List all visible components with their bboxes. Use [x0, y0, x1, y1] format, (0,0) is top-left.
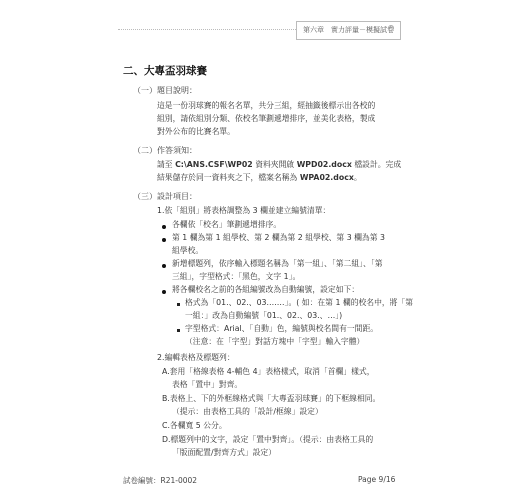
section-heading-instructions: （二）作答須知： [133, 146, 197, 155]
page-title: 二、大專盃羽球賽 [123, 65, 207, 77]
lettered-item: B.表格上、下的外框線格式與「大專盃羽球賽」的下框線相同。 [162, 394, 381, 403]
bullet-icon [162, 264, 166, 268]
paragraph-line: 組別，請依組別分類、依校名筆劃遞增排序，並美化表格，製成 [157, 114, 376, 123]
bullet-line: 將各欄校名之前的各組編號改為自動編號，設定如下： [172, 285, 360, 294]
text: 請至 [157, 160, 176, 169]
bullet-icon [162, 238, 166, 242]
paragraph-line: 對外公布的比賽名單。 [157, 127, 235, 136]
paragraph-line [157, 173, 362, 183]
section-heading-description: （一）題目說明： [133, 86, 197, 95]
bullet-icon [162, 290, 166, 294]
bullet-icon [162, 225, 166, 229]
section-heading-design-items: （三）設計項目： [133, 192, 197, 201]
bullet-line: 新增標題列，依序輸入標題名稱為「第一組」、「第二組」、「第 [172, 259, 383, 268]
text: 。 [353, 173, 362, 182]
sub-bullet-icon [177, 303, 180, 306]
exam-number: 試卷編號：R21-0002 [123, 476, 198, 485]
bullet-line: 三組」，字型格式：「黑色，文字 1」。 [172, 272, 301, 281]
bullet-line: 組學校。 [172, 246, 204, 255]
sub-bullet-line: 格式為「01.、02.、03.……」。( 如：在第 1 欄的校名中，將「第 [185, 298, 414, 307]
lettered-item-line: 「版面配置/對齊方式」設定） [172, 448, 276, 457]
sub-bullet-icon [177, 329, 180, 332]
text: 結果儲存於同一資料夾之下，檔案名稱為 [157, 173, 300, 182]
sub-bullet-line: 一組：」改為自動編號「01.、02.、03.、…」) [185, 311, 343, 320]
source-filename: WPD02.docx [296, 160, 352, 169]
chapter-header: 第六章 實力評量－模擬試卷 [296, 21, 401, 40]
paragraph-line: 這是一份羽球賽的報名名單，共分三組，經抽籤後標示出各校的 [157, 101, 376, 110]
folder-path: C:\ANS.CSF\WP02 [175, 160, 253, 169]
sub-bullet-line: 字型格式：Arial、「自動」色，編號與校名間有一間距。 [185, 324, 379, 333]
answer-filename: WPA02.docx [299, 173, 354, 182]
page-number: Page 9/16 [358, 475, 396, 484]
lettered-item: C.各欄寬 5 公分。 [162, 421, 227, 430]
lettered-item-line: 表格「置中」對齊。 [172, 380, 243, 389]
lettered-item: D.標題列中的文字，設定「置中對齊」。（提示：由表格工具的 [162, 435, 374, 444]
lettered-item-line: （提示：由表格工具的「設計/框線」設定） [172, 407, 323, 416]
header-circle-icon [388, 25, 394, 31]
header-rule [118, 29, 296, 30]
numbered-item: 2.編輯表格及標題列： [157, 353, 235, 362]
text: 資料夾開啟 [252, 160, 297, 169]
bullet-line: 第 1 欄為第 1 組學校、第 2 欄為第 2 組學校、第 3 欄為第 3 [172, 233, 385, 242]
numbered-item: 1.依「組別」將表格調整為 3 欄並建立編號清單： [157, 206, 331, 215]
lettered-item: A.套用「格線表格 4-輔色 4」表格樣式，取消「首欄」樣式， [162, 367, 375, 376]
text: 檔設計。完成 [351, 160, 402, 169]
paragraph-line [157, 160, 401, 170]
bullet-line: 各欄依「校名」筆劃遞增排序。 [172, 220, 282, 229]
sub-bullet-line: （注意：在「字型」對話方塊中「字型」輸入字體） [185, 337, 365, 346]
